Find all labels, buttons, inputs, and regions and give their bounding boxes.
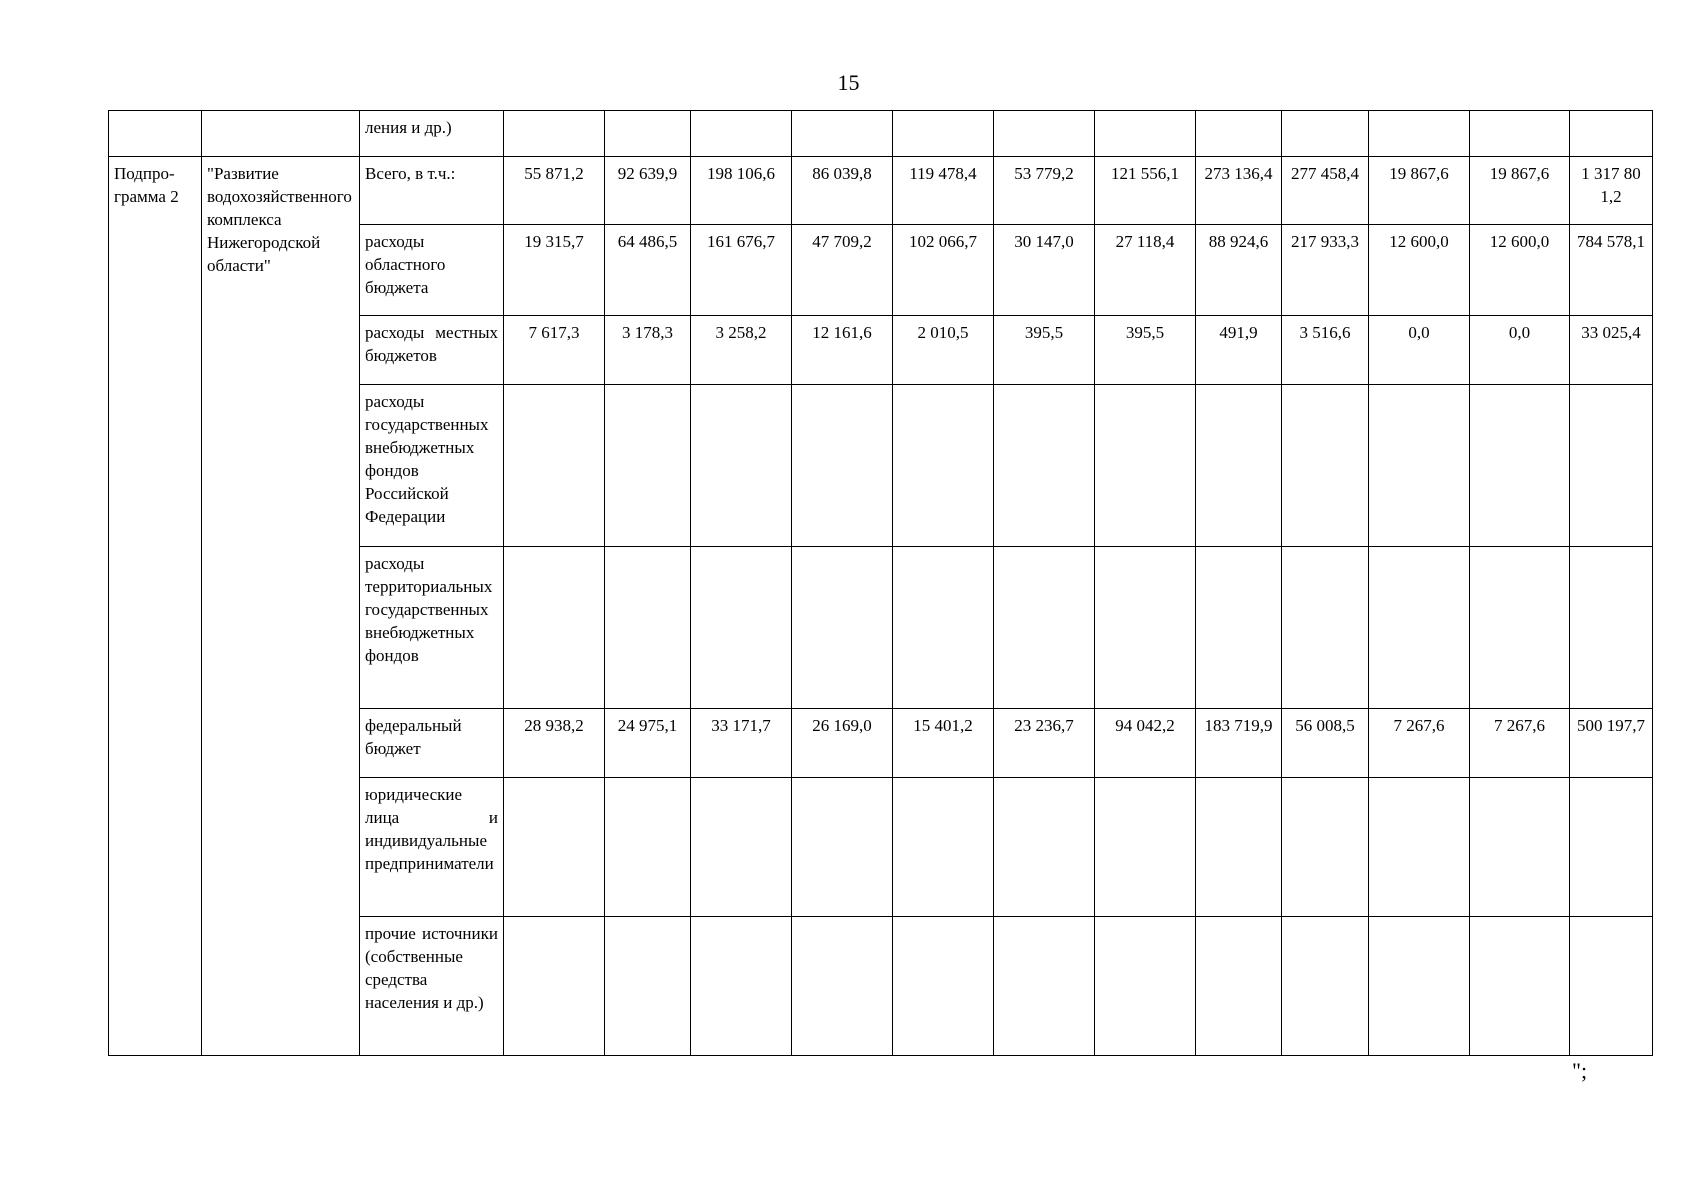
value-cell: 198 106,6 <box>691 157 792 225</box>
value-cell: 23 236,7 <box>994 709 1095 778</box>
value-cell <box>1570 917 1653 1056</box>
value-cell <box>504 778 605 917</box>
funding-source-cell: расходы местных бюджетов <box>360 316 504 385</box>
value-cell <box>1196 778 1282 917</box>
value-cell <box>605 111 691 157</box>
value-cell: 53 779,2 <box>994 157 1095 225</box>
value-cell: 33 171,7 <box>691 709 792 778</box>
value-cell <box>605 385 691 547</box>
value-cell <box>1369 111 1470 157</box>
value-cell <box>792 778 893 917</box>
funding-source-cell: расходы территориальных государственных внебюджетных фондов <box>360 547 504 709</box>
funding-source-cell: Всего, в т.ч.: <box>360 157 504 225</box>
value-cell: 28 938,2 <box>504 709 605 778</box>
table-row-total <box>109 157 1653 225</box>
value-cell: 121 556,1 <box>1095 157 1196 225</box>
funding-source-cell: расходы областного бюджета <box>360 225 504 316</box>
value-cell <box>893 778 994 917</box>
value-cell: 12 600,0 <box>1369 225 1470 316</box>
subprogram-name-cell: "Развитие водохозяйственного комплекса Нижегородской области" <box>202 157 360 1056</box>
value-cell <box>1095 547 1196 709</box>
value-cell: 0,0 <box>1369 316 1470 385</box>
value-cell <box>1095 385 1196 547</box>
value-cell: 56 008,5 <box>1282 709 1369 778</box>
value-cell <box>1095 917 1196 1056</box>
value-cell: 7 267,6 <box>1369 709 1470 778</box>
value-cell: 1 317 801,2 <box>1570 157 1653 225</box>
value-cell: 395,5 <box>1095 316 1196 385</box>
value-cell <box>994 385 1095 547</box>
subprogram-name-cell-empty <box>202 111 360 157</box>
value-cell <box>1282 547 1369 709</box>
value-cell <box>691 385 792 547</box>
value-cell <box>1282 917 1369 1056</box>
value-cell <box>691 917 792 1056</box>
value-cell: 3 258,2 <box>691 316 792 385</box>
funding-source-cell: федеральный бюджет <box>360 709 504 778</box>
value-cell <box>504 547 605 709</box>
value-cell <box>504 385 605 547</box>
value-cell: 24 975,1 <box>605 709 691 778</box>
value-cell: 26 169,0 <box>792 709 893 778</box>
value-cell: 217 933,3 <box>1282 225 1369 316</box>
value-cell: 55 871,2 <box>504 157 605 225</box>
value-cell <box>792 111 893 157</box>
budget-table-body <box>109 111 1653 1056</box>
value-cell <box>605 778 691 917</box>
value-cell <box>691 111 792 157</box>
value-cell: 119 478,4 <box>893 157 994 225</box>
value-cell <box>1369 547 1470 709</box>
value-cell: 7 267,6 <box>1470 709 1570 778</box>
value-cell <box>994 778 1095 917</box>
value-cell: 491,9 <box>1196 316 1282 385</box>
value-cell <box>1196 547 1282 709</box>
value-cell: 7 617,3 <box>504 316 605 385</box>
value-cell <box>893 385 994 547</box>
value-cell: 19 867,6 <box>1369 157 1470 225</box>
value-cell <box>893 547 994 709</box>
funding-source-cell: расходы государственных внебюджетных фондов Российской Федерации <box>360 385 504 547</box>
value-cell: 273 136,4 <box>1196 157 1282 225</box>
value-cell: 161 676,7 <box>691 225 792 316</box>
value-cell: 94 042,2 <box>1095 709 1196 778</box>
value-cell <box>1196 111 1282 157</box>
value-cell <box>893 917 994 1056</box>
value-cell: 0,0 <box>1470 316 1570 385</box>
value-cell <box>1470 917 1570 1056</box>
value-cell <box>1570 385 1653 547</box>
value-cell <box>994 917 1095 1056</box>
value-cell <box>1282 778 1369 917</box>
value-cell <box>1470 778 1570 917</box>
value-cell <box>1282 385 1369 547</box>
value-cell <box>1470 111 1570 157</box>
funding-source-cell: ления и др.) <box>360 111 504 157</box>
value-cell: 92 639,9 <box>605 157 691 225</box>
page-number: 15 <box>837 70 860 95</box>
subprogram-cell-empty <box>109 111 202 157</box>
value-cell <box>1369 385 1470 547</box>
value-cell: 88 924,6 <box>1196 225 1282 316</box>
value-cell <box>893 111 994 157</box>
table-row-continued <box>109 111 1653 157</box>
value-cell: 12 600,0 <box>1470 225 1570 316</box>
value-cell <box>1470 385 1570 547</box>
subprogram-label-cell: Подпро-грамма 2 <box>109 157 202 1056</box>
value-cell <box>1196 917 1282 1056</box>
value-cell <box>1095 778 1196 917</box>
value-cell: 277 458,4 <box>1282 157 1369 225</box>
value-cell <box>1570 778 1653 917</box>
value-cell <box>504 111 605 157</box>
value-cell <box>691 778 792 917</box>
value-cell <box>792 385 893 547</box>
value-cell: 30 147,0 <box>994 225 1095 316</box>
value-cell: 47 709,2 <box>792 225 893 316</box>
funding-source-cell: юридические лица и индивидуальные предприниматели <box>360 778 504 917</box>
value-cell: 784 578,1 <box>1570 225 1653 316</box>
value-cell: 3 178,3 <box>605 316 691 385</box>
value-cell <box>1369 917 1470 1056</box>
value-cell: 33 025,4 <box>1570 316 1653 385</box>
value-cell: 500 197,7 <box>1570 709 1653 778</box>
value-cell <box>605 917 691 1056</box>
value-cell: 19 315,7 <box>504 225 605 316</box>
value-cell: 395,5 <box>994 316 1095 385</box>
budget-table <box>108 110 1653 1056</box>
value-cell <box>1282 111 1369 157</box>
value-cell: 19 867,6 <box>1470 157 1570 225</box>
value-cell: 15 401,2 <box>893 709 994 778</box>
value-cell: 183 719,9 <box>1196 709 1282 778</box>
value-cell: 27 118,4 <box>1095 225 1196 316</box>
value-cell: 3 516,6 <box>1282 316 1369 385</box>
value-cell: 64 486,5 <box>605 225 691 316</box>
value-cell <box>792 547 893 709</box>
value-cell <box>504 917 605 1056</box>
value-cell: 2 010,5 <box>893 316 994 385</box>
value-cell <box>1570 547 1653 709</box>
value-cell <box>1369 778 1470 917</box>
value-cell <box>792 917 893 1056</box>
value-cell: 102 066,7 <box>893 225 994 316</box>
value-cell <box>994 111 1095 157</box>
value-cell <box>691 547 792 709</box>
value-cell <box>1196 385 1282 547</box>
value-cell <box>1470 547 1570 709</box>
value-cell: 86 039,8 <box>792 157 893 225</box>
funding-source-cell: прочие источники (собственные средства населения и др.) <box>360 917 504 1056</box>
closing-quote-mark: "; <box>1572 1058 1588 1083</box>
value-cell: 12 161,6 <box>792 316 893 385</box>
value-cell <box>994 547 1095 709</box>
value-cell <box>1095 111 1196 157</box>
value-cell <box>605 547 691 709</box>
value-cell <box>1570 111 1653 157</box>
